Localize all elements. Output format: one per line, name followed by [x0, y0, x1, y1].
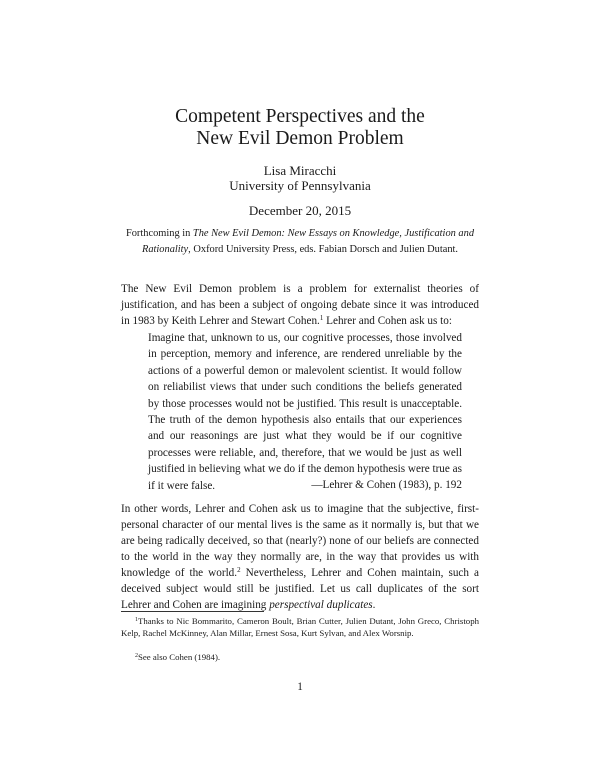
- book-title-part-1: The New Evil Demon: New Essays on Knowledge, Justification and: [192, 228, 475, 239]
- paragraph-intro: [121, 281, 479, 329]
- forthcoming-suffix: , Oxford University Press, eds. Fabian Dorsch and Julien Dutant.: [188, 244, 458, 255]
- quote-citation: —Lehrer & Cohen (1983), p. 192: [311, 479, 462, 491]
- paragraph-main-text: In other words, Lehrer and Cohen ask us to imagine that the subjective, first-personal character of our mental lives is the same as it normally is, but that we are being radically deceived, so that (nearly?) none of our beliefs are connected to the world in the way they normally are, in the way that provides us with knowledge of the world.: [121, 503, 479, 579]
- footnote-2-text: See also Cohen (1984).: [138, 652, 221, 662]
- footnote-2: [121, 651, 479, 663]
- footnote-rule: [121, 611, 264, 612]
- author-name: Lisa Miracchi: [263, 163, 337, 178]
- forthcoming-prefix: Forthcoming in: [125, 228, 193, 239]
- footnote-ref-2[interactable]: 2: [237, 566, 241, 574]
- paragraph-intro-text: The New Evil Demon problem is a problem for externalist theories of justification, and has been a subject of ongoing debate since it was introduced in 1983 by Keith Lehrer and Stewart Cohen.: [121, 283, 479, 327]
- paper-title: [0, 106, 600, 150]
- paragraph-main: [121, 501, 479, 613]
- paragraph-main-end: .: [372, 599, 376, 611]
- book-title-part-2: Rationality: [141, 244, 189, 255]
- forthcoming-note: [0, 226, 600, 258]
- footnote-1: [121, 615, 479, 639]
- paragraph-intro-tail: Lehrer and Cohen ask us to:: [323, 315, 452, 327]
- footnote-1-text: Thanks to Nic Bommarito, Cameron Boult, Brian Cutter, Julien Dutant, John Greco, Christoph Kelp, Rachel McKinney, Alan Millar, Ernest Sosa, Kurt Sylvan, and Alex Worsnip.: [121, 616, 479, 638]
- paragraph-main-tail: Nevertheless, Lehrer and Cohen maintain, such a deceived subject would still be justified. Let us call duplicates of the sort Lehrer and Cohen are imagining: [121, 567, 479, 611]
- paragraph-main-emphasis: perspectival duplicates: [269, 599, 373, 611]
- forthcoming-line-1: [0, 226, 600, 242]
- block-quote: Imagine that, unknown to us, our cognitive processes, those involved in perception, memory and inference, are rendered unreliable by the actions of a powerful demon or malevolent scientist. It would follow on reliabilist views that under such conditions the beliefs generated by those processes would not be justified. This result is unacceptable. The truth of the demon hypothesis also entails that our experiences and our reasonings are just what they would be if our cognitive processes were reliable, and, therefore, that we would be just as well justified in believing what we do if the demon hypothesis were true as if it were false.: [148, 332, 462, 492]
- paper-date: December 20, 2015: [248, 203, 352, 218]
- forthcoming-line-2: [0, 242, 600, 258]
- title-line-2: New Evil Demon Problem: [196, 128, 404, 149]
- title-line-1: Competent Perspectives and the: [175, 106, 425, 127]
- footnote-1-mark: 1: [135, 617, 138, 623]
- page-number: 1: [297, 681, 303, 693]
- footnote-ref-1[interactable]: 1: [319, 314, 324, 322]
- author-affiliation: University of Pennsylvania: [229, 178, 371, 193]
- footnote-2-mark: 2: [135, 653, 138, 659]
